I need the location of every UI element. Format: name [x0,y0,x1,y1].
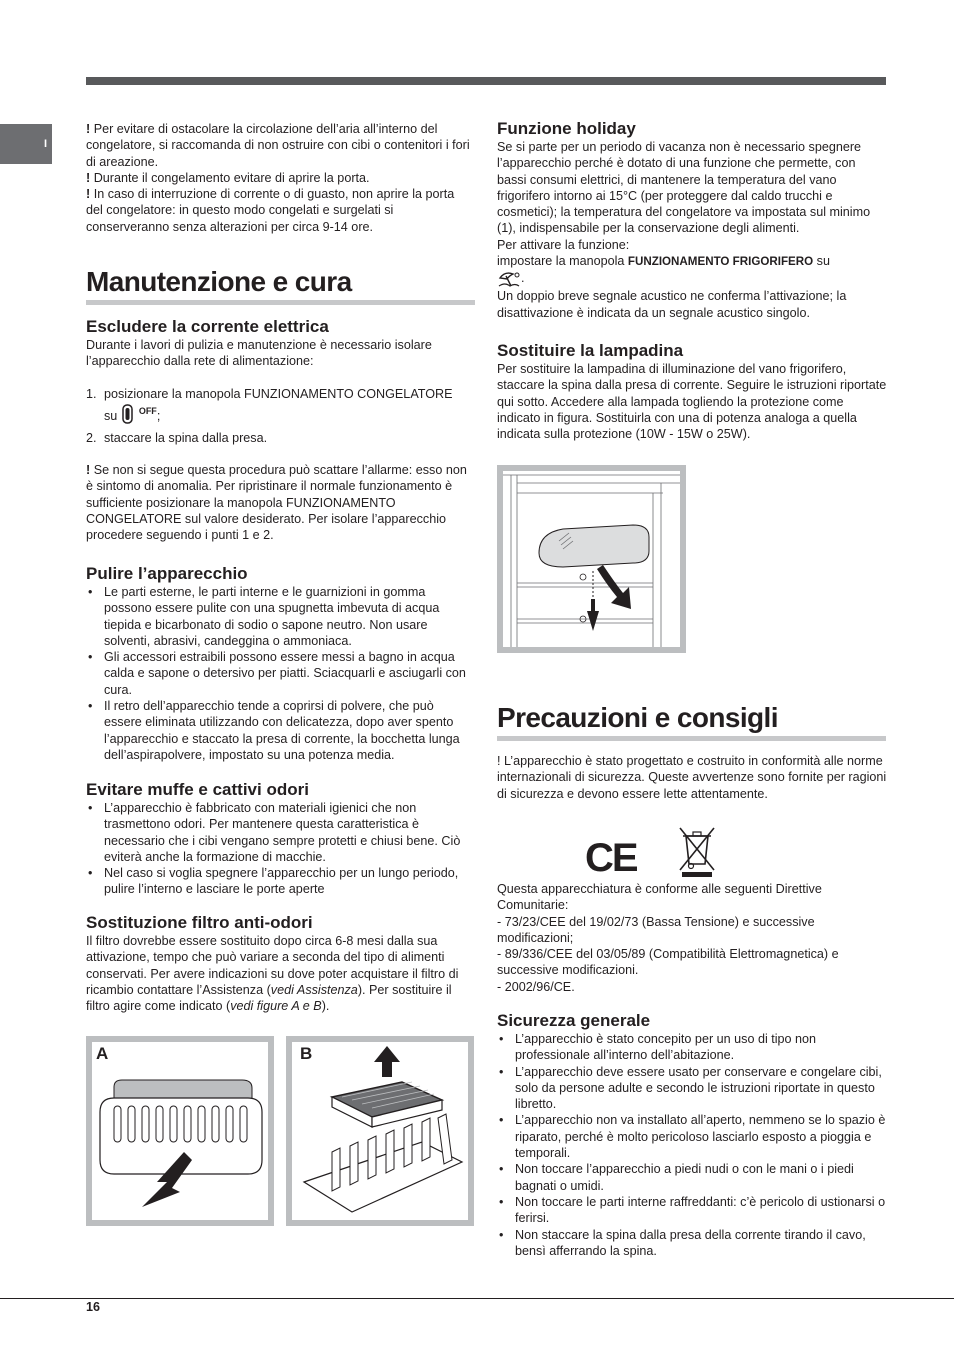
weee-bin-icon [678,826,716,883]
step-text: staccare la spina dalla presa. [104,430,268,445]
list-item: • Non toccare l’apparecchio a piedi nudi o con le mani o i piedi bagnati o umidi. [497,1161,887,1194]
intro-notes [86,121,474,235]
top-bar [86,77,886,85]
intro-note-2 [86,170,474,186]
subsection-title: Sostituzione filtro anti-odori [86,913,313,932]
intro-note-text: In caso di interruzione di corrente o di guasto, non aprire la porta del congelatore: in questo modo congelati e surgelati si conserveranno senza alterazioni per circa 9-14 ore. [86,187,455,234]
section-title-manutenzione: Manutenzione e cura [86,266,475,305]
off-label: OFF [138,405,157,416]
filter-cover-illustration [92,1042,268,1220]
subsection-title: Sostituire la lampadina [497,341,684,360]
section-title-precauzioni: Precauzioni e consigli [497,702,886,741]
lamp-figure-panel [503,471,680,647]
filtro-section [86,913,474,1014]
figure-b [286,1036,474,1226]
figure-a-label: A [96,1044,109,1063]
subsection-title: Funzione holiday [497,119,636,138]
filtro-text-b: ). Per sostituire il filtro agire come indicato ( [86,982,452,1014]
direttive-line: - 2002/96/CE. [497,979,575,994]
direttive-line: - 89/336/CEE del 03/05/89 (Compatibilità Elettromagnetica) e successive modificazioni. [497,947,839,978]
holiday-beep: Un doppio breve segnale acustico ne conferma l’attivazione; la disattivazione è indicata da un segnale acustico singolo. [497,289,847,320]
escludere-text: Durante i lavori di pulizia e manutenzione è necessario isolare l’apparecchio dalla rete di alimentazione: [86,338,432,369]
impostare-su: su [813,254,830,269]
ce-mark-icon [585,838,635,878]
step-text: posizionare la manopola FUNZIONAMENTO CONGELATORE [104,386,453,401]
step-number: 1. [86,386,97,401]
impostare-text: impostare la manopola [497,254,628,269]
list-item: • L’apparecchio è stato concepito per un uso di tipo non professionale all’interno dell’abitazione. [497,1031,887,1064]
holiday-section [497,119,887,321]
warning-mark: ! [86,122,91,136]
filtro-text [86,933,474,1014]
footer-rule [0,1298,954,1299]
intro-note-text: Durante il congelamento evitare di aprire la porta. [90,170,370,185]
lampadina-text: Per sostituire la lampadina di illuminazione del vano frigorifero, staccare la spina dalla presa di corrente. Seguire le istruzioni riportate qui sotto. Accedere alla lampada togliendo la protezione come indicato in figura. Sostituirla con una di potenza analoga a quella indicata sulla protezione (10W - 15W o 25W). [497,362,887,442]
figure-a-panel [92,1042,268,1220]
language-tab-label: I [44,138,48,150]
figure-b-label: B [300,1044,313,1063]
step-end: ; [156,408,161,423]
list-item: • Le parti esterne, le parti interne e le guarnizioni in gomma possono essere pulite con una spugnetta imbevuta di acqua tiepida e bicarbonato di sodio o sapone neutro. Non usare solventi, abrasivi, candeggina o ammoniaca. [86,584,474,649]
page-number: 16 [86,1300,101,1314]
direttive-line: - 73/23/CEE del 19/02/73 (Bassa Tensione) e successive modificazioni; [497,914,815,945]
warning-text: Se non si segue questa procedura può scattare l’allarme: esso non è sintomo di anomalia. Per ripristinare il normale funzionamento è sufficiente posizionare la manopola FUNZIONAMENTO CONGELATORE sul valore desiderato. Per isolare l’apparecchio procedere seguendo i punti 1 e 2. [86,463,467,543]
list-item: • L’apparecchio deve essere usato per conservare e congelare cibi, solo da persone adulte e secondo le istruzioni riportate in questo libretto. [497,1064,887,1113]
intro-note-text: Per evitare di ostacolare la circolazione dell’aria all’interno del congelatore, si raccomanda di non ostruire con cibi o contenitori i fori di areazione. [86,122,470,169]
holiday-text: Se si parte per un periodo di vacanza non è necessario spegnere l’apparecchio perché è dotato di una funzione che permette, con bassi consumi elettrici, di mantenere la temperatura del vano frigorifero intorno ai 15°C (per proteggere dal caldo trucchi e cosmetici); la temperatura del congelatore va impostata sul minimo (1), indispensabile per la conservazione degli alimenti. [497,140,871,236]
list-item: • L’apparecchio è fabbricato con materiali igienici che non trasmettono odori. Per mantenere questa caratteristica è necessario che i cibi vengano sempre protetti e chiusi bene. Ciò eviterà anche la formazione di macchie. [86,800,474,865]
filtro-text-c: ). [321,999,330,1014]
intro-note-3 [86,186,474,235]
icon-period: . [521,271,525,286]
direttive-line: Questa apparecchiatura è conforme alle seguenti Direttive Comunitarie: [497,882,822,913]
subsection-title: Escludere la corrente elettrica [86,317,329,336]
subsection-title: Sicurezza generale [497,1011,651,1030]
list-item: • L’apparecchio non va installato all’aperto, nemmeno se lo spazio è riparato, perché è molto pericoloso lasciarlo esposto a pioggia e temporali. [497,1112,887,1161]
warning-mark: ! [86,463,91,477]
lampadina-section [497,341,887,442]
list-item: • Gli accessori estraibili possono essere messi a bagno in acqua calda e sapone o detersivo per piatti. Sciacquarli e asciugarli con cura. [86,649,474,698]
step-1 [86,386,474,430]
sicurezza-section [497,1011,887,1259]
precauzioni-intro-text: ! L’apparecchio è stato progettato e costruito in conformità alle norme internazionali di sicurezza. Queste avvertenze sono fornite per ragioni di sicurezza e devono essere lette attentamente. [497,754,887,801]
holiday-impostare [497,253,887,270]
escludere-warning [86,462,474,543]
step-number: 2. [86,430,97,445]
lamp-figure [497,465,686,653]
intro-note-1 [86,121,474,170]
direttive-section [497,881,887,995]
subsection-title: Evitare muffe e cattivi odori [86,780,309,799]
warning-mark: ! [86,187,91,202]
step-text-su: su [104,408,118,423]
list-item: • Nel caso si voglia spegnere l’apparecchio per un lungo periodo, pulire l’interno e lasciare le porte aperte [86,865,474,898]
holiday-icon-line [497,270,887,288]
muffe-section [86,780,474,898]
filtro-ref-figure: vedi figure A e B [230,999,322,1014]
ce-mark-text: CE [585,836,637,880]
manutenzione-section [86,266,475,305]
warning-mark: ! [86,170,91,185]
list-item: • Non staccare la spina dalla presa della corrente tirando il cavo, bensì afferrando la spina. [497,1227,887,1260]
figure-a [86,1036,274,1226]
list-item: • Non toccare le parti interne raffreddanti: c’è pericolo di ustionarsi o ferirsi. [497,1194,887,1227]
lamp-cover-illustration [503,471,680,647]
filter-replacement-illustration [292,1042,468,1220]
escludere-section [86,317,474,543]
figure-b-panel [292,1042,468,1220]
subsection-title: Pulire l’apparecchio [86,564,248,583]
filtro-text-a: Il filtro dovrebbe essere sostituito dopo circa 6-8 mesi dalla sua attivazione, tempo che può variare a seconda del tipo di alimenti conservati. Per avere indicazioni su dove poter acquistare il filtro di ricambio contattare l’Assistenza ( [86,934,459,997]
list-item: • Il retro dell’apparecchio tende a coprirsi di polvere, che può essere eliminata utilizzando con delicatezza, dopo aver spento l’apparecchio e staccato la presa di corrente, la bocchetta lunga dell’aspirapolvere, impostato su una potenza media. [86,698,474,763]
pulire-section [86,564,474,763]
filtro-ref-assistenza: vedi Assistenza [270,982,358,997]
knob-name: FUNZIONAMENTO FRIGORIFERO [627,255,814,269]
precauzioni-intro [497,753,887,802]
holiday-attivare: Per attivare la funzione: [497,237,630,252]
precauzioni-section [497,702,886,741]
step-2 [86,430,474,446]
language-tab [0,124,52,164]
